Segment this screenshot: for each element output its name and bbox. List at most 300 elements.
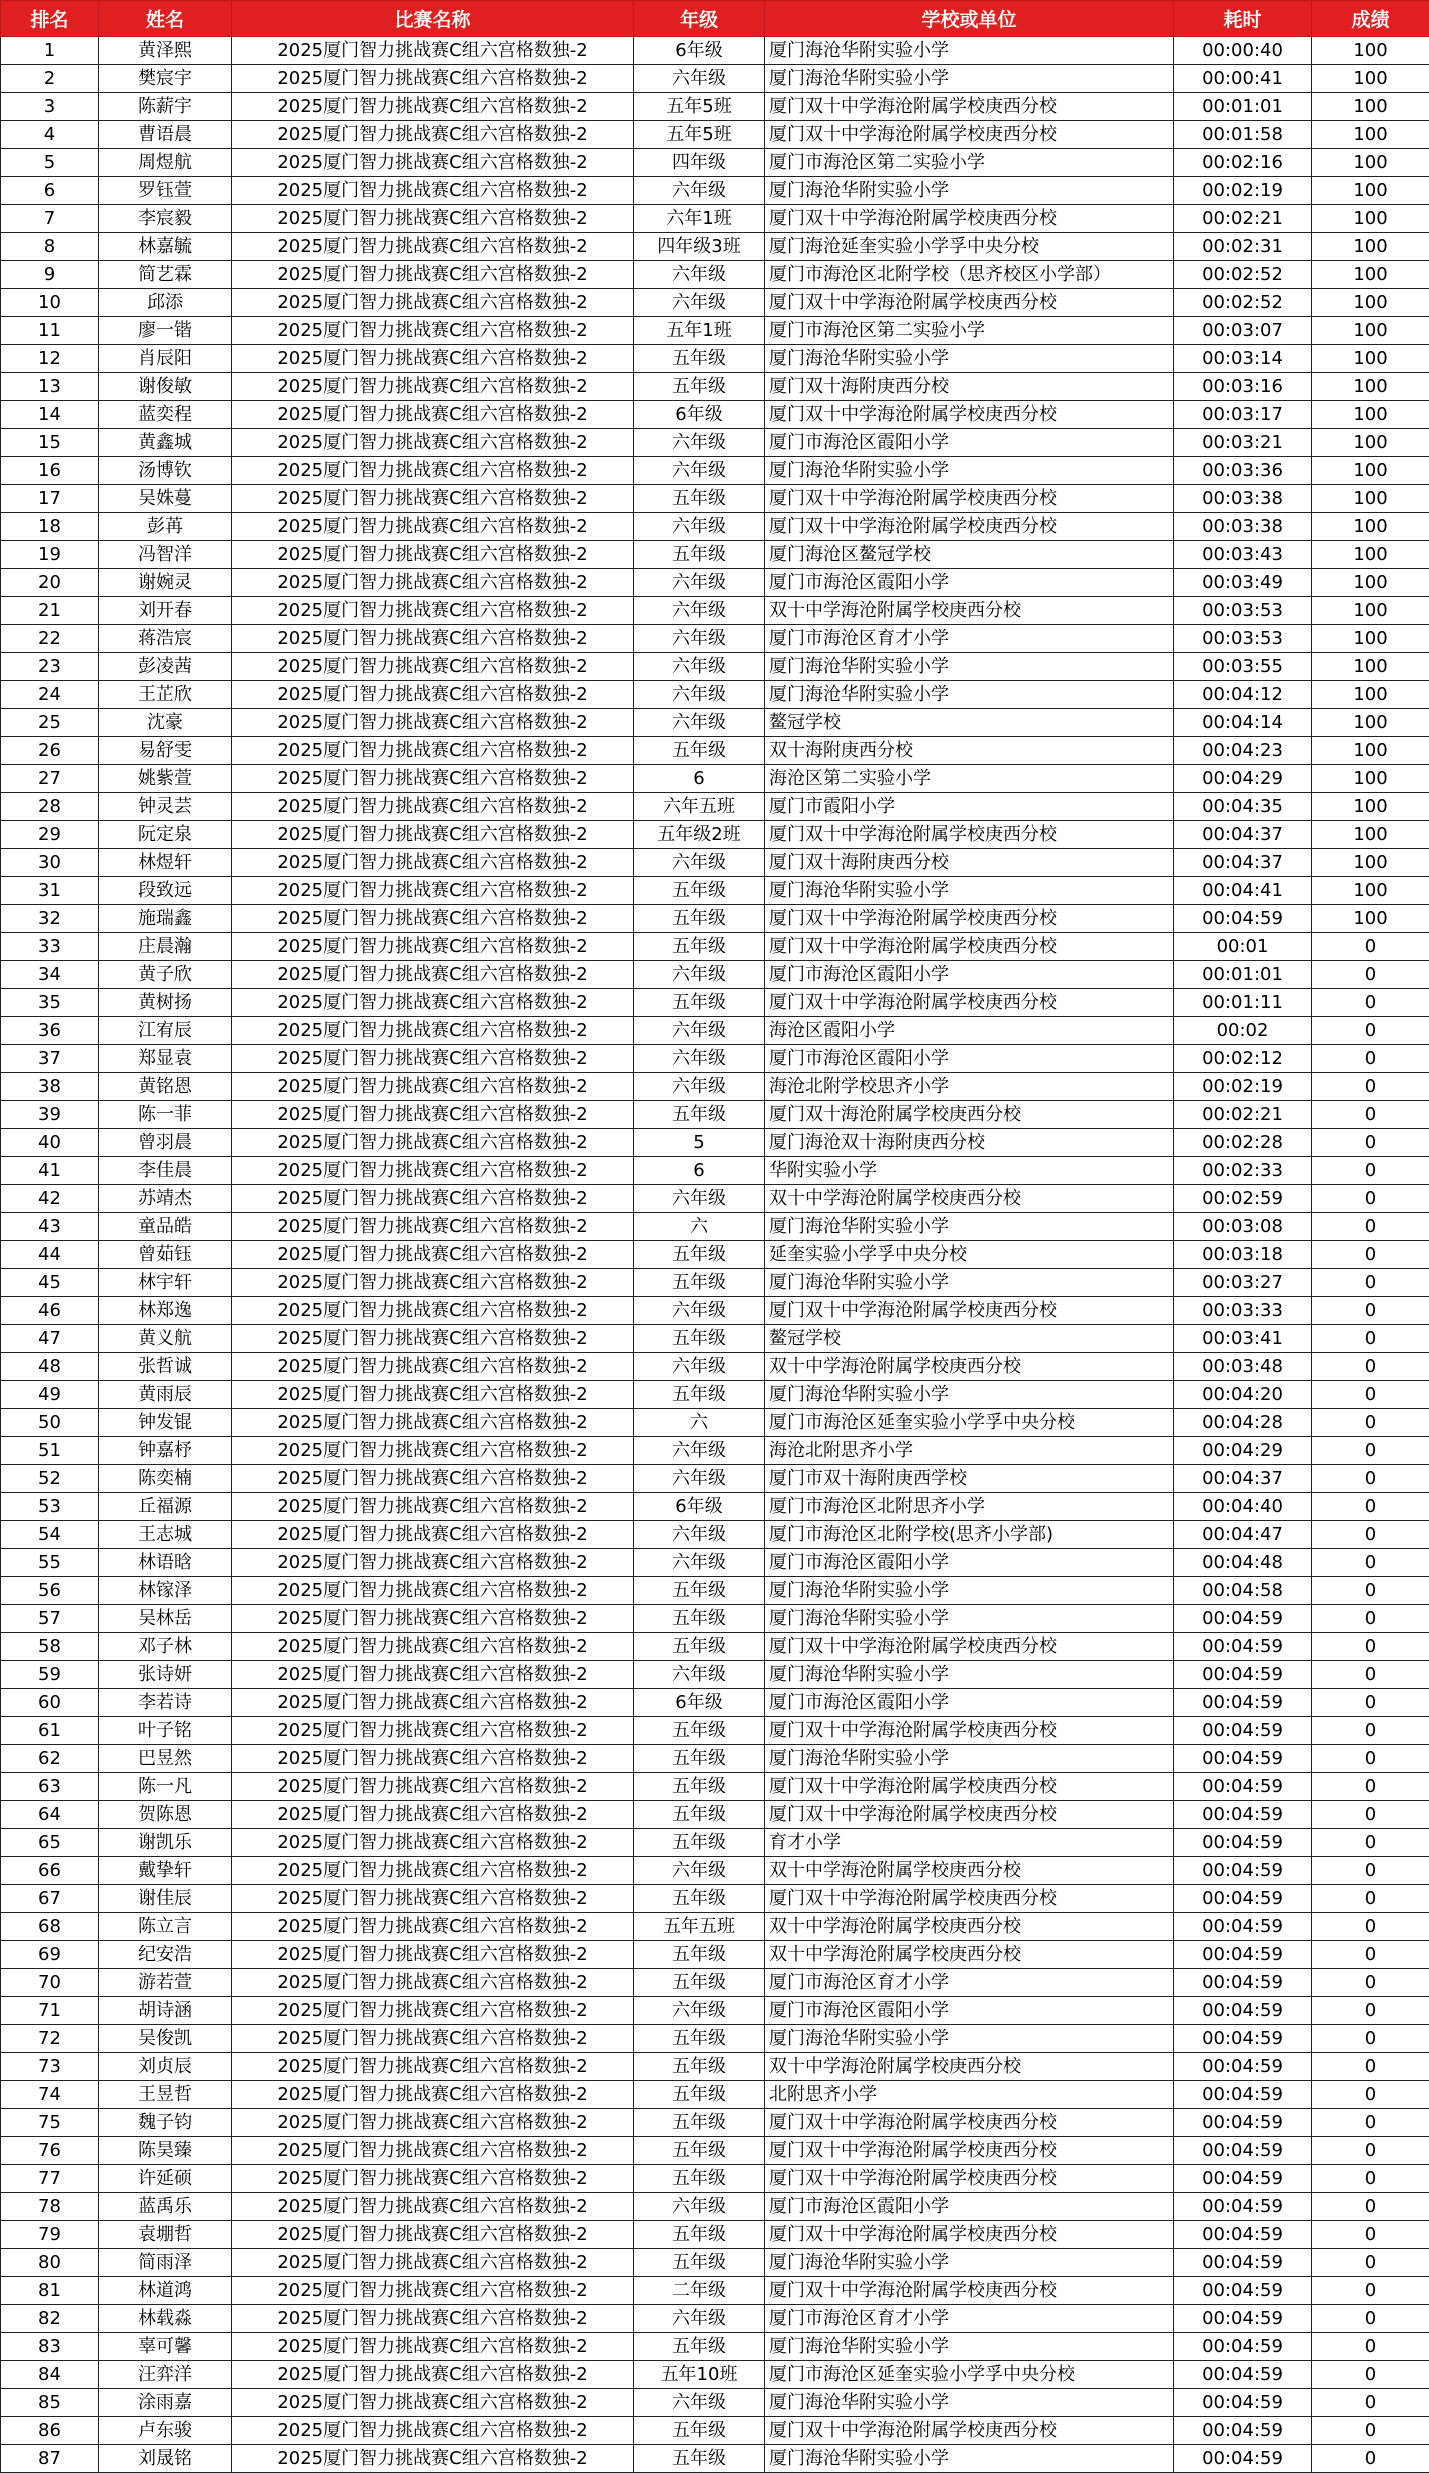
grade-cell[interactable]: 五年级2班 bbox=[634, 821, 765, 849]
school-cell[interactable]: 厦门市海沧区霞阳小学 bbox=[765, 961, 1174, 989]
time-cell[interactable]: 00:04:12 bbox=[1174, 681, 1312, 709]
name-cell[interactable]: 陈一凡 bbox=[99, 1773, 232, 1801]
grade-cell[interactable]: 6年级 bbox=[634, 37, 765, 65]
competition-cell[interactable]: 2025厦门智力挑战赛C组六宫格数独-2 bbox=[232, 1997, 634, 2025]
time-cell[interactable]: 00:03:33 bbox=[1174, 1297, 1312, 1325]
grade-cell[interactable]: 五年级 bbox=[634, 1269, 765, 1297]
name-cell[interactable]: 童品皓 bbox=[99, 1213, 232, 1241]
rank-cell[interactable]: 30 bbox=[1, 849, 99, 877]
name-cell[interactable]: 苏靖杰 bbox=[99, 1185, 232, 1213]
name-cell[interactable]: 钟嘉杼 bbox=[99, 1437, 232, 1465]
grade-cell[interactable]: 六年级 bbox=[634, 429, 765, 457]
grade-cell[interactable]: 五年级 bbox=[634, 2081, 765, 2109]
competition-cell[interactable]: 2025厦门智力挑战赛C组六宫格数独-2 bbox=[232, 1129, 634, 1157]
school-cell[interactable]: 厦门双十中学海沧附属学校庚西分校 bbox=[765, 2277, 1174, 2305]
name-cell[interactable]: 林嘉毓 bbox=[99, 233, 232, 261]
time-cell[interactable]: 00:04:59 bbox=[1174, 2221, 1312, 2249]
name-cell[interactable]: 游若萱 bbox=[99, 1969, 232, 1997]
score-cell[interactable]: 100 bbox=[1312, 177, 1429, 205]
score-cell[interactable]: 0 bbox=[1312, 1913, 1429, 1941]
grade-cell[interactable]: 六年级 bbox=[634, 1017, 765, 1045]
school-cell[interactable]: 厦门市海沧区霞阳小学 bbox=[765, 1549, 1174, 1577]
name-cell[interactable]: 谢凯乐 bbox=[99, 1829, 232, 1857]
score-cell[interactable]: 0 bbox=[1312, 989, 1429, 1017]
name-cell[interactable]: 涂雨嘉 bbox=[99, 2389, 232, 2417]
time-cell[interactable]: 00:04:47 bbox=[1174, 1521, 1312, 1549]
score-cell[interactable]: 0 bbox=[1312, 1745, 1429, 1773]
grade-cell[interactable]: 六年级 bbox=[634, 1857, 765, 1885]
time-cell[interactable]: 00:04:59 bbox=[1174, 2137, 1312, 2165]
rank-cell[interactable]: 18 bbox=[1, 513, 99, 541]
school-cell[interactable]: 厦门双十中学海沧附属学校庚西分校 bbox=[765, 205, 1174, 233]
school-cell[interactable]: 厦门双十中学海沧附属学校庚西分校 bbox=[765, 401, 1174, 429]
grade-cell[interactable]: 五年级 bbox=[634, 2165, 765, 2193]
score-cell[interactable]: 0 bbox=[1312, 1577, 1429, 1605]
school-cell[interactable]: 厦门市海沧区霞阳小学 bbox=[765, 569, 1174, 597]
score-cell[interactable]: 100 bbox=[1312, 149, 1429, 177]
name-cell[interactable]: 王昱哲 bbox=[99, 2081, 232, 2109]
score-cell[interactable]: 0 bbox=[1312, 1661, 1429, 1689]
grade-cell[interactable]: 六年级 bbox=[634, 513, 765, 541]
competition-cell[interactable]: 2025厦门智力挑战赛C组六宫格数独-2 bbox=[232, 1829, 634, 1857]
competition-cell[interactable]: 2025厦门智力挑战赛C组六宫格数独-2 bbox=[232, 2277, 634, 2305]
name-cell[interactable]: 江宥辰 bbox=[99, 1017, 232, 1045]
rank-cell[interactable]: 21 bbox=[1, 597, 99, 625]
competition-cell[interactable]: 2025厦门智力挑战赛C组六宫格数独-2 bbox=[232, 1185, 634, 1213]
competition-cell[interactable]: 2025厦门智力挑战赛C组六宫格数独-2 bbox=[232, 2053, 634, 2081]
competition-cell[interactable]: 2025厦门智力挑战赛C组六宫格数独-2 bbox=[232, 93, 634, 121]
time-cell[interactable]: 00:04:59 bbox=[1174, 1661, 1312, 1689]
competition-cell[interactable]: 2025厦门智力挑战赛C组六宫格数独-2 bbox=[232, 513, 634, 541]
school-cell[interactable]: 厦门双十中学海沧附属学校庚西分校 bbox=[765, 1773, 1174, 1801]
score-cell[interactable]: 0 bbox=[1312, 1829, 1429, 1857]
score-cell[interactable]: 0 bbox=[1312, 2025, 1429, 2053]
score-cell[interactable]: 100 bbox=[1312, 541, 1429, 569]
competition-cell[interactable]: 2025厦门智力挑战赛C组六宫格数独-2 bbox=[232, 429, 634, 457]
competition-cell[interactable]: 2025厦门智力挑战赛C组六宫格数独-2 bbox=[232, 1353, 634, 1381]
school-cell[interactable]: 厦门市海沧区延奎实验小学孚中央分校 bbox=[765, 2361, 1174, 2389]
competition-cell[interactable]: 2025厦门智力挑战赛C组六宫格数独-2 bbox=[232, 457, 634, 485]
name-cell[interactable]: 黄铭恩 bbox=[99, 1073, 232, 1101]
score-cell[interactable]: 100 bbox=[1312, 765, 1429, 793]
grade-cell[interactable]: 六年级 bbox=[634, 1353, 765, 1381]
rank-cell[interactable]: 72 bbox=[1, 2025, 99, 2053]
school-cell[interactable]: 华附实验小学 bbox=[765, 1157, 1174, 1185]
score-cell[interactable]: 0 bbox=[1312, 1885, 1429, 1913]
name-cell[interactable]: 蒋浩宸 bbox=[99, 625, 232, 653]
name-cell[interactable]: 廖一锴 bbox=[99, 317, 232, 345]
name-cell[interactable]: 林载淼 bbox=[99, 2305, 232, 2333]
score-cell[interactable]: 0 bbox=[1312, 1689, 1429, 1717]
name-cell[interactable]: 张诗妍 bbox=[99, 1661, 232, 1689]
time-cell[interactable]: 00:02:19 bbox=[1174, 177, 1312, 205]
time-cell[interactable]: 00:02:19 bbox=[1174, 1073, 1312, 1101]
time-cell[interactable]: 00:04:59 bbox=[1174, 1745, 1312, 1773]
school-cell[interactable]: 厦门市海沧区霞阳小学 bbox=[765, 429, 1174, 457]
rank-cell[interactable]: 32 bbox=[1, 905, 99, 933]
competition-cell[interactable]: 2025厦门智力挑战赛C组六宫格数独-2 bbox=[232, 2249, 634, 2277]
time-cell[interactable]: 00:04:37 bbox=[1174, 1465, 1312, 1493]
rank-cell[interactable]: 53 bbox=[1, 1493, 99, 1521]
grade-cell[interactable]: 六 bbox=[634, 1409, 765, 1437]
time-cell[interactable]: 00:02:28 bbox=[1174, 1129, 1312, 1157]
name-cell[interactable]: 钟灵芸 bbox=[99, 793, 232, 821]
score-cell[interactable]: 0 bbox=[1312, 1409, 1429, 1437]
time-cell[interactable]: 00:03:08 bbox=[1174, 1213, 1312, 1241]
header-name[interactable]: 姓名 bbox=[99, 1, 232, 37]
score-cell[interactable]: 0 bbox=[1312, 1717, 1429, 1745]
competition-cell[interactable]: 2025厦门智力挑战赛C组六宫格数独-2 bbox=[232, 2081, 634, 2109]
competition-cell[interactable]: 2025厦门智力挑战赛C组六宫格数独-2 bbox=[232, 2361, 634, 2389]
school-cell[interactable]: 厦门双十中学海沧附属学校庚西分校 bbox=[765, 1297, 1174, 1325]
name-cell[interactable]: 刘开春 bbox=[99, 597, 232, 625]
school-cell[interactable]: 厦门双十中学海沧附属学校庚西分校 bbox=[765, 1717, 1174, 1745]
competition-cell[interactable]: 2025厦门智力挑战赛C组六宫格数独-2 bbox=[232, 849, 634, 877]
school-cell[interactable]: 厦门市海沧区育才小学 bbox=[765, 625, 1174, 653]
score-cell[interactable]: 0 bbox=[1312, 2221, 1429, 2249]
score-cell[interactable]: 100 bbox=[1312, 597, 1429, 625]
rank-cell[interactable]: 74 bbox=[1, 2081, 99, 2109]
school-cell[interactable]: 厦门海沧华附实验小学 bbox=[765, 2445, 1174, 2473]
score-cell[interactable]: 0 bbox=[1312, 2389, 1429, 2417]
competition-cell[interactable]: 2025厦门智力挑战赛C组六宫格数独-2 bbox=[232, 905, 634, 933]
score-cell[interactable]: 0 bbox=[1312, 1521, 1429, 1549]
score-cell[interactable]: 0 bbox=[1312, 1465, 1429, 1493]
time-cell[interactable]: 00:02:52 bbox=[1174, 261, 1312, 289]
name-cell[interactable]: 谢俊敏 bbox=[99, 373, 232, 401]
time-cell[interactable]: 00:03:27 bbox=[1174, 1269, 1312, 1297]
score-cell[interactable]: 0 bbox=[1312, 1269, 1429, 1297]
competition-cell[interactable]: 2025厦门智力挑战赛C组六宫格数独-2 bbox=[232, 121, 634, 149]
name-cell[interactable]: 黄义航 bbox=[99, 1325, 232, 1353]
competition-cell[interactable]: 2025厦门智力挑战赛C组六宫格数独-2 bbox=[232, 961, 634, 989]
time-cell[interactable]: 00:04:59 bbox=[1174, 2445, 1312, 2473]
competition-cell[interactable]: 2025厦门智力挑战赛C组六宫格数独-2 bbox=[232, 2221, 634, 2249]
time-cell[interactable]: 00:03:14 bbox=[1174, 345, 1312, 373]
grade-cell[interactable]: 五年级 bbox=[634, 1577, 765, 1605]
rank-cell[interactable]: 9 bbox=[1, 261, 99, 289]
rank-cell[interactable]: 65 bbox=[1, 1829, 99, 1857]
school-cell[interactable]: 双十中学海沧附属学校庚西分校 bbox=[765, 2053, 1174, 2081]
rank-cell[interactable]: 27 bbox=[1, 765, 99, 793]
time-cell[interactable]: 00:02:12 bbox=[1174, 1045, 1312, 1073]
rank-cell[interactable]: 4 bbox=[1, 121, 99, 149]
grade-cell[interactable]: 六年级 bbox=[634, 1549, 765, 1577]
score-cell[interactable]: 0 bbox=[1312, 1801, 1429, 1829]
time-cell[interactable]: 00:03:48 bbox=[1174, 1353, 1312, 1381]
score-cell[interactable]: 0 bbox=[1312, 2361, 1429, 2389]
score-cell[interactable]: 0 bbox=[1312, 961, 1429, 989]
name-cell[interactable]: 汪弈洋 bbox=[99, 2361, 232, 2389]
name-cell[interactable]: 许延硕 bbox=[99, 2165, 232, 2193]
time-cell[interactable]: 00:04:35 bbox=[1174, 793, 1312, 821]
rank-cell[interactable]: 14 bbox=[1, 401, 99, 429]
rank-cell[interactable]: 3 bbox=[1, 93, 99, 121]
name-cell[interactable]: 刘贞辰 bbox=[99, 2053, 232, 2081]
school-cell[interactable]: 厦门海沧华附实验小学 bbox=[765, 681, 1174, 709]
name-cell[interactable]: 施瑞鑫 bbox=[99, 905, 232, 933]
competition-cell[interactable]: 2025厦门智力挑战赛C组六宫格数独-2 bbox=[232, 1941, 634, 1969]
time-cell[interactable]: 00:04:59 bbox=[1174, 1941, 1312, 1969]
time-cell[interactable]: 00:03:16 bbox=[1174, 373, 1312, 401]
name-cell[interactable]: 林语晗 bbox=[99, 1549, 232, 1577]
school-cell[interactable]: 厦门海沧华附实验小学 bbox=[765, 1745, 1174, 1773]
rank-cell[interactable]: 34 bbox=[1, 961, 99, 989]
school-cell[interactable]: 厦门双十中学海沧附属学校庚西分校 bbox=[765, 2417, 1174, 2445]
competition-cell[interactable]: 2025厦门智力挑战赛C组六宫格数独-2 bbox=[232, 1885, 634, 1913]
competition-cell[interactable]: 2025厦门智力挑战赛C组六宫格数独-2 bbox=[232, 597, 634, 625]
school-cell[interactable]: 厦门双十中学海沧附属学校庚西分校 bbox=[765, 1885, 1174, 1913]
competition-cell[interactable]: 2025厦门智力挑战赛C组六宫格数独-2 bbox=[232, 2193, 634, 2221]
school-cell[interactable]: 厦门海沧华附实验小学 bbox=[765, 653, 1174, 681]
school-cell[interactable]: 双十中学海沧附属学校庚西分校 bbox=[765, 1857, 1174, 1885]
time-cell[interactable]: 00:03:53 bbox=[1174, 597, 1312, 625]
school-cell[interactable]: 厦门市海沧区延奎实验小学孚中央分校 bbox=[765, 1409, 1174, 1437]
rank-cell[interactable]: 42 bbox=[1, 1185, 99, 1213]
school-cell[interactable]: 厦门双十中学海沧附属学校庚西分校 bbox=[765, 989, 1174, 1017]
rank-cell[interactable]: 28 bbox=[1, 793, 99, 821]
school-cell[interactable]: 厦门海沧华附实验小学 bbox=[765, 2389, 1174, 2417]
score-cell[interactable]: 0 bbox=[1312, 1297, 1429, 1325]
time-cell[interactable]: 00:04:59 bbox=[1174, 1801, 1312, 1829]
score-cell[interactable]: 100 bbox=[1312, 877, 1429, 905]
grade-cell[interactable]: 五年级 bbox=[634, 1241, 765, 1269]
rank-cell[interactable]: 13 bbox=[1, 373, 99, 401]
score-cell[interactable]: 0 bbox=[1312, 1941, 1429, 1969]
name-cell[interactable]: 林道鸿 bbox=[99, 2277, 232, 2305]
grade-cell[interactable]: 五年级 bbox=[634, 1101, 765, 1129]
school-cell[interactable]: 厦门市霞阳小学 bbox=[765, 793, 1174, 821]
grade-cell[interactable]: 六年级 bbox=[634, 1185, 765, 1213]
grade-cell[interactable]: 六年级 bbox=[634, 2193, 765, 2221]
competition-cell[interactable]: 2025厦门智力挑战赛C组六宫格数独-2 bbox=[232, 2445, 634, 2473]
time-cell[interactable]: 00:02:52 bbox=[1174, 289, 1312, 317]
time-cell[interactable]: 00:04:59 bbox=[1174, 1913, 1312, 1941]
name-cell[interactable]: 巴昱然 bbox=[99, 1745, 232, 1773]
competition-cell[interactable]: 2025厦门智力挑战赛C组六宫格数独-2 bbox=[232, 1437, 634, 1465]
name-cell[interactable]: 段致远 bbox=[99, 877, 232, 905]
rank-cell[interactable]: 85 bbox=[1, 2389, 99, 2417]
time-cell[interactable]: 00:04:29 bbox=[1174, 765, 1312, 793]
competition-cell[interactable]: 2025厦门智力挑战赛C组六宫格数独-2 bbox=[232, 2389, 634, 2417]
grade-cell[interactable]: 五年级 bbox=[634, 1969, 765, 1997]
name-cell[interactable]: 贺陈恩 bbox=[99, 1801, 232, 1829]
rank-cell[interactable]: 70 bbox=[1, 1969, 99, 1997]
score-cell[interactable]: 0 bbox=[1312, 2417, 1429, 2445]
rank-cell[interactable]: 67 bbox=[1, 1885, 99, 1913]
score-cell[interactable]: 100 bbox=[1312, 205, 1429, 233]
school-cell[interactable]: 厦门双十中学海沧附属学校庚西分校 bbox=[765, 933, 1174, 961]
score-cell[interactable]: 0 bbox=[1312, 1437, 1429, 1465]
score-cell[interactable]: 0 bbox=[1312, 2165, 1429, 2193]
header-rank[interactable]: 排名 bbox=[1, 1, 99, 37]
rank-cell[interactable]: 10 bbox=[1, 289, 99, 317]
grade-cell[interactable]: 六年级 bbox=[634, 1465, 765, 1493]
grade-cell[interactable]: 六年级 bbox=[634, 1297, 765, 1325]
rank-cell[interactable]: 45 bbox=[1, 1269, 99, 1297]
time-cell[interactable]: 00:02:16 bbox=[1174, 149, 1312, 177]
name-cell[interactable]: 王志城 bbox=[99, 1521, 232, 1549]
rank-cell[interactable]: 57 bbox=[1, 1605, 99, 1633]
competition-cell[interactable]: 2025厦门智力挑战赛C组六宫格数独-2 bbox=[232, 1717, 634, 1745]
grade-cell[interactable]: 六年级 bbox=[634, 849, 765, 877]
time-cell[interactable]: 00:04:59 bbox=[1174, 2109, 1312, 2137]
school-cell[interactable]: 厦门市海沧区第二实验小学 bbox=[765, 317, 1174, 345]
school-cell[interactable]: 厦门海沧华附实验小学 bbox=[765, 65, 1174, 93]
time-cell[interactable]: 00:04:48 bbox=[1174, 1549, 1312, 1577]
rank-cell[interactable]: 40 bbox=[1, 1129, 99, 1157]
rank-cell[interactable]: 24 bbox=[1, 681, 99, 709]
rank-cell[interactable]: 55 bbox=[1, 1549, 99, 1577]
name-cell[interactable]: 邱添 bbox=[99, 289, 232, 317]
school-cell[interactable]: 双十海附庚西分校 bbox=[765, 737, 1174, 765]
rank-cell[interactable]: 37 bbox=[1, 1045, 99, 1073]
grade-cell[interactable]: 五年10班 bbox=[634, 2361, 765, 2389]
school-cell[interactable]: 海沧北附学校思齐小学 bbox=[765, 1073, 1174, 1101]
header-school[interactable]: 学校或单位 bbox=[765, 1, 1174, 37]
school-cell[interactable]: 厦门海沧华附实验小学 bbox=[765, 2025, 1174, 2053]
name-cell[interactable]: 黄雨辰 bbox=[99, 1381, 232, 1409]
school-cell[interactable]: 厦门市双十海附庚西学校 bbox=[765, 1465, 1174, 1493]
competition-cell[interactable]: 2025厦门智力挑战赛C组六宫格数独-2 bbox=[232, 681, 634, 709]
school-cell[interactable]: 厦门双十海附庚西分校 bbox=[765, 373, 1174, 401]
name-cell[interactable]: 钟发锟 bbox=[99, 1409, 232, 1437]
score-cell[interactable]: 0 bbox=[1312, 1017, 1429, 1045]
time-cell[interactable]: 00:04:41 bbox=[1174, 877, 1312, 905]
competition-cell[interactable]: 2025厦门智力挑战赛C组六宫格数独-2 bbox=[232, 1409, 634, 1437]
grade-cell[interactable]: 五年级 bbox=[634, 373, 765, 401]
grade-cell[interactable]: 五年五班 bbox=[634, 1913, 765, 1941]
time-cell[interactable]: 00:04:59 bbox=[1174, 2417, 1312, 2445]
name-cell[interactable]: 汤博钦 bbox=[99, 457, 232, 485]
rank-cell[interactable]: 29 bbox=[1, 821, 99, 849]
time-cell[interactable]: 00:04:59 bbox=[1174, 1605, 1312, 1633]
school-cell[interactable]: 厦门市海沧区育才小学 bbox=[765, 2305, 1174, 2333]
grade-cell[interactable]: 五年级 bbox=[634, 1745, 765, 1773]
competition-cell[interactable]: 2025厦门智力挑战赛C组六宫格数独-2 bbox=[232, 1689, 634, 1717]
name-cell[interactable]: 易舒雯 bbox=[99, 737, 232, 765]
name-cell[interactable]: 陈奕楠 bbox=[99, 1465, 232, 1493]
grade-cell[interactable]: 六年级 bbox=[634, 681, 765, 709]
grade-cell[interactable]: 五年级 bbox=[634, 1801, 765, 1829]
name-cell[interactable]: 彭苒 bbox=[99, 513, 232, 541]
rank-cell[interactable]: 87 bbox=[1, 2445, 99, 2473]
rank-cell[interactable]: 59 bbox=[1, 1661, 99, 1689]
school-cell[interactable]: 厦门海沧双十海附庚西分校 bbox=[765, 1129, 1174, 1157]
grade-cell[interactable]: 5 bbox=[634, 1129, 765, 1157]
school-cell[interactable]: 厦门海沧华附实验小学 bbox=[765, 177, 1174, 205]
competition-cell[interactable]: 2025厦门智力挑战赛C组六宫格数独-2 bbox=[232, 1773, 634, 1801]
rank-cell[interactable]: 51 bbox=[1, 1437, 99, 1465]
score-cell[interactable]: 0 bbox=[1312, 2445, 1429, 2473]
rank-cell[interactable]: 6 bbox=[1, 177, 99, 205]
school-cell[interactable]: 厦门市海沧区北附学校(思齐小学部) bbox=[765, 1521, 1174, 1549]
grade-cell[interactable]: 五年级 bbox=[634, 1773, 765, 1801]
name-cell[interactable]: 黄鑫城 bbox=[99, 429, 232, 457]
grade-cell[interactable]: 五年级 bbox=[634, 541, 765, 569]
time-cell[interactable]: 00:04:59 bbox=[1174, 1689, 1312, 1717]
time-cell[interactable]: 00:02:59 bbox=[1174, 1185, 1312, 1213]
time-cell[interactable]: 00:04:14 bbox=[1174, 709, 1312, 737]
school-cell[interactable]: 厦门海沧华附实验小学 bbox=[765, 345, 1174, 373]
time-cell[interactable]: 00:04:59 bbox=[1174, 1717, 1312, 1745]
time-cell[interactable]: 00:04:28 bbox=[1174, 1409, 1312, 1437]
time-cell[interactable]: 00:04:59 bbox=[1174, 1633, 1312, 1661]
name-cell[interactable]: 彭凌茜 bbox=[99, 653, 232, 681]
name-cell[interactable]: 姚紫萱 bbox=[99, 765, 232, 793]
school-cell[interactable]: 厦门双十中学海沧附属学校庚西分校 bbox=[765, 1801, 1174, 1829]
grade-cell[interactable]: 6 bbox=[634, 1157, 765, 1185]
school-cell[interactable]: 厦门双十中学海沧附属学校庚西分校 bbox=[765, 289, 1174, 317]
name-cell[interactable]: 袁堋哲 bbox=[99, 2221, 232, 2249]
time-cell[interactable]: 00:04:20 bbox=[1174, 1381, 1312, 1409]
rank-cell[interactable]: 46 bbox=[1, 1297, 99, 1325]
competition-cell[interactable]: 2025厦门智力挑战赛C组六宫格数独-2 bbox=[232, 1969, 634, 1997]
rank-cell[interactable]: 77 bbox=[1, 2165, 99, 2193]
time-cell[interactable]: 00:03:07 bbox=[1174, 317, 1312, 345]
time-cell[interactable]: 00:03:21 bbox=[1174, 429, 1312, 457]
school-cell[interactable]: 海沧北附思齐小学 bbox=[765, 1437, 1174, 1465]
competition-cell[interactable]: 2025厦门智力挑战赛C组六宫格数独-2 bbox=[232, 821, 634, 849]
competition-cell[interactable]: 2025厦门智力挑战赛C组六宫格数独-2 bbox=[232, 289, 634, 317]
grade-cell[interactable]: 六年级 bbox=[634, 65, 765, 93]
competition-cell[interactable]: 2025厦门智力挑战赛C组六宫格数独-2 bbox=[232, 541, 634, 569]
time-cell[interactable]: 00:02:21 bbox=[1174, 205, 1312, 233]
competition-cell[interactable]: 2025厦门智力挑战赛C组六宫格数独-2 bbox=[232, 737, 634, 765]
score-cell[interactable]: 100 bbox=[1312, 681, 1429, 709]
score-cell[interactable]: 0 bbox=[1312, 933, 1429, 961]
competition-cell[interactable]: 2025厦门智力挑战赛C组六宫格数独-2 bbox=[232, 1465, 634, 1493]
name-cell[interactable]: 陈薪宇 bbox=[99, 93, 232, 121]
grade-cell[interactable]: 五年级 bbox=[634, 2137, 765, 2165]
competition-cell[interactable]: 2025厦门智力挑战赛C组六宫格数独-2 bbox=[232, 1101, 634, 1129]
time-cell[interactable]: 00:04:23 bbox=[1174, 737, 1312, 765]
competition-cell[interactable]: 2025厦门智力挑战赛C组六宫格数独-2 bbox=[232, 877, 634, 905]
competition-cell[interactable]: 2025厦门智力挑战赛C组六宫格数独-2 bbox=[232, 2305, 634, 2333]
competition-cell[interactable]: 2025厦门智力挑战赛C组六宫格数独-2 bbox=[232, 625, 634, 653]
name-cell[interactable]: 冯智洋 bbox=[99, 541, 232, 569]
competition-cell[interactable]: 2025厦门智力挑战赛C组六宫格数独-2 bbox=[232, 933, 634, 961]
rank-cell[interactable]: 50 bbox=[1, 1409, 99, 1437]
score-cell[interactable]: 100 bbox=[1312, 345, 1429, 373]
school-cell[interactable]: 厦门市海沧区北附思齐小学 bbox=[765, 1493, 1174, 1521]
score-cell[interactable]: 0 bbox=[1312, 1157, 1429, 1185]
time-cell[interactable]: 00:04:29 bbox=[1174, 1437, 1312, 1465]
score-cell[interactable]: 100 bbox=[1312, 429, 1429, 457]
grade-cell[interactable]: 六年级 bbox=[634, 457, 765, 485]
school-cell[interactable]: 厦门市海沧区霞阳小学 bbox=[765, 1997, 1174, 2025]
school-cell[interactable]: 厦门海沧华附实验小学 bbox=[765, 1269, 1174, 1297]
rank-cell[interactable]: 38 bbox=[1, 1073, 99, 1101]
score-cell[interactable]: 0 bbox=[1312, 1073, 1429, 1101]
grade-cell[interactable]: 6年级 bbox=[634, 1689, 765, 1717]
school-cell[interactable]: 育才小学 bbox=[765, 1829, 1174, 1857]
school-cell[interactable]: 厦门双十中学海沧附属学校庚西分校 bbox=[765, 2165, 1174, 2193]
score-cell[interactable]: 0 bbox=[1312, 1353, 1429, 1381]
rank-cell[interactable]: 25 bbox=[1, 709, 99, 737]
grade-cell[interactable]: 六年级 bbox=[634, 653, 765, 681]
rank-cell[interactable]: 69 bbox=[1, 1941, 99, 1969]
rank-cell[interactable]: 15 bbox=[1, 429, 99, 457]
name-cell[interactable]: 简雨泽 bbox=[99, 2249, 232, 2277]
rank-cell[interactable]: 7 bbox=[1, 205, 99, 233]
name-cell[interactable]: 胡诗涵 bbox=[99, 1997, 232, 2025]
score-cell[interactable]: 0 bbox=[1312, 2193, 1429, 2221]
competition-cell[interactable]: 2025厦门智力挑战赛C组六宫格数独-2 bbox=[232, 401, 634, 429]
rank-cell[interactable]: 1 bbox=[1, 37, 99, 65]
school-cell[interactable]: 厦门市海沧区霞阳小学 bbox=[765, 2193, 1174, 2221]
rank-cell[interactable]: 84 bbox=[1, 2361, 99, 2389]
